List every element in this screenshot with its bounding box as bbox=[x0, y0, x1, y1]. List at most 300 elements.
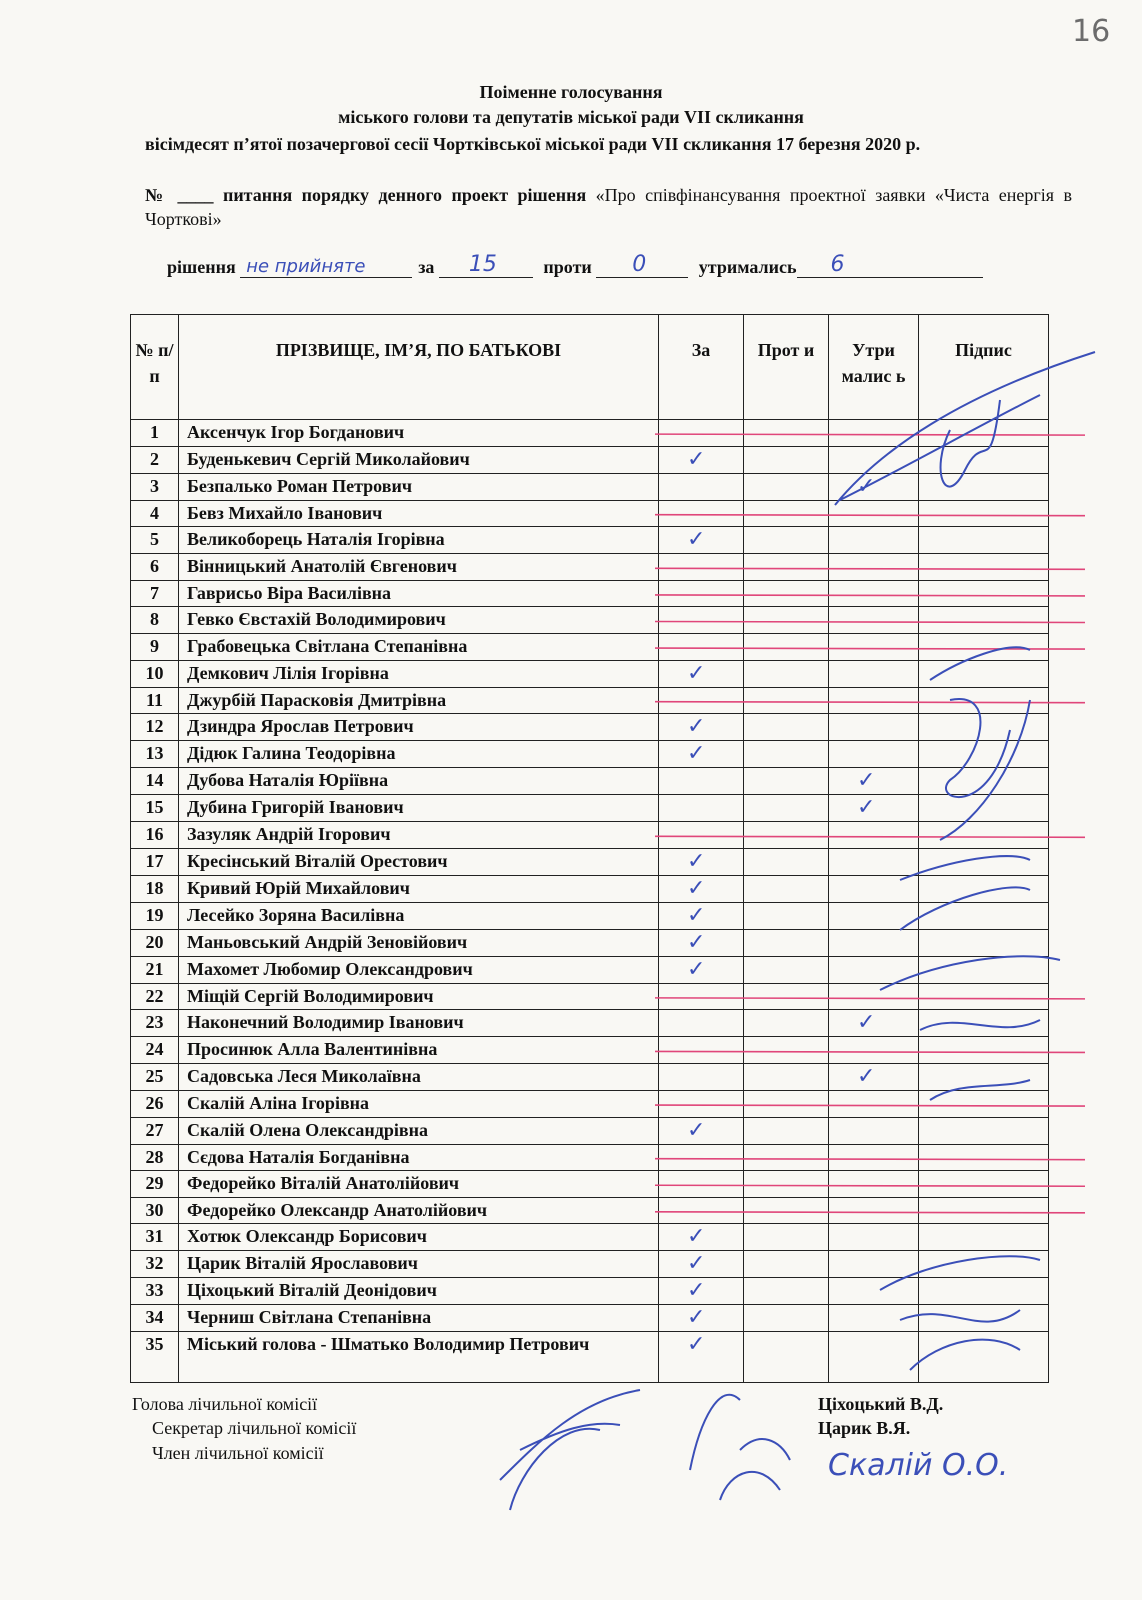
check-mark-icon: ✓ bbox=[687, 1305, 706, 1331]
secretary-label: Секретар лічильної комісії bbox=[152, 1418, 357, 1438]
row-vote-for bbox=[659, 473, 744, 500]
row-vote-for bbox=[659, 822, 744, 849]
check-mark-icon: ✓ bbox=[687, 848, 706, 874]
row-vote-against bbox=[744, 1332, 829, 1383]
table-row bbox=[131, 929, 1049, 956]
check-mark-icon: ✓ bbox=[687, 1251, 706, 1277]
row-number: 5 bbox=[131, 527, 179, 554]
against-field bbox=[596, 252, 688, 278]
row-vote-for bbox=[659, 607, 744, 634]
table-row bbox=[131, 687, 1049, 714]
check-mark-icon: ✓ bbox=[687, 956, 706, 982]
row-name: Джурбій Парасковія Дмитрівна bbox=[179, 687, 659, 714]
row-number: 9 bbox=[131, 633, 179, 660]
check-mark-icon: ✓ bbox=[687, 741, 706, 767]
row-vote-for bbox=[659, 420, 744, 447]
row-number: 35 bbox=[131, 1332, 179, 1383]
for-value: 15 bbox=[468, 252, 497, 277]
row-vote-for bbox=[659, 929, 744, 956]
row-name: Дзиндра Ярослав Петрович bbox=[179, 714, 659, 741]
row-name: Просинюк Алла Валентинівна bbox=[179, 1037, 659, 1064]
check-mark-icon: ✓ bbox=[687, 902, 706, 928]
row-signature bbox=[919, 607, 1049, 634]
row-name: Царик Віталій Ярославович bbox=[179, 1251, 659, 1278]
row-number: 20 bbox=[131, 929, 179, 956]
row-name: Гаврисьо Віра Василівна bbox=[179, 580, 659, 607]
row-name: Дубова Наталія Юріївна bbox=[179, 768, 659, 795]
row-number: 32 bbox=[131, 1251, 179, 1278]
col-signature-header: Підпис bbox=[919, 315, 1049, 420]
row-vote-against bbox=[744, 554, 829, 581]
row-vote-abstained bbox=[829, 633, 919, 660]
row-number: 23 bbox=[131, 1010, 179, 1037]
row-vote-for bbox=[659, 1037, 744, 1064]
row-number: 18 bbox=[131, 875, 179, 902]
table-row bbox=[131, 446, 1049, 473]
check-mark-icon: ✓ bbox=[687, 1278, 706, 1304]
check-mark-icon: ✓ bbox=[857, 795, 876, 821]
row-vote-against bbox=[744, 580, 829, 607]
row-signature bbox=[919, 741, 1049, 768]
row-number: 4 bbox=[131, 500, 179, 527]
page-number: 16 bbox=[1072, 14, 1111, 49]
row-vote-for bbox=[659, 741, 744, 768]
row-signature bbox=[919, 633, 1049, 660]
row-vote-for bbox=[659, 1171, 744, 1198]
row-signature bbox=[919, 902, 1049, 929]
row-signature bbox=[919, 929, 1049, 956]
row-number: 3 bbox=[131, 473, 179, 500]
table-row bbox=[131, 1197, 1049, 1224]
table-row bbox=[131, 420, 1049, 447]
check-mark-icon: ✓ bbox=[687, 1224, 706, 1250]
row-number: 22 bbox=[131, 983, 179, 1010]
row-name: Аксенчук Ігор Богданович bbox=[179, 420, 659, 447]
row-vote-abstained bbox=[829, 527, 919, 554]
row-signature bbox=[919, 527, 1049, 554]
row-vote-against bbox=[744, 1224, 829, 1251]
row-vote-against bbox=[744, 1251, 829, 1278]
check-mark-icon: ✓ bbox=[857, 1063, 876, 1089]
row-signature bbox=[919, 768, 1049, 795]
row-vote-for bbox=[659, 1090, 744, 1117]
row-name: Скалій Олена Олександрівна bbox=[179, 1117, 659, 1144]
row-vote-abstained bbox=[829, 1332, 919, 1383]
row-vote-against bbox=[744, 714, 829, 741]
table-row bbox=[131, 848, 1049, 875]
row-vote-for bbox=[659, 1010, 744, 1037]
row-vote-against bbox=[744, 1278, 829, 1305]
row-name: Махомет Любомир Олександрович bbox=[179, 956, 659, 983]
row-name: Скалій Аліна Ігорівна bbox=[179, 1090, 659, 1117]
row-vote-against bbox=[744, 500, 829, 527]
table-row bbox=[131, 1251, 1049, 1278]
row-vote-abstained bbox=[829, 1224, 919, 1251]
table-row bbox=[131, 633, 1049, 660]
row-name: Міщій Сергій Володимирович bbox=[179, 983, 659, 1010]
check-mark-icon: ✓ bbox=[687, 875, 706, 901]
row-vote-for bbox=[659, 714, 744, 741]
row-name: Маньовський Андрій Зеновійович bbox=[179, 929, 659, 956]
table-row bbox=[131, 875, 1049, 902]
row-vote-against bbox=[744, 1063, 829, 1090]
row-vote-for bbox=[659, 1278, 744, 1305]
table-row bbox=[131, 1332, 1049, 1383]
question-prefix: № ____ питання порядку денного проект рішення bbox=[145, 185, 587, 205]
footer-signature-secretary bbox=[690, 1395, 790, 1500]
row-vote-against bbox=[744, 1171, 829, 1198]
row-name: Гевко Євстахій Володимирович bbox=[179, 607, 659, 634]
vote-table bbox=[130, 314, 1049, 1383]
row-vote-abstained bbox=[829, 554, 919, 581]
row-vote-for bbox=[659, 1117, 744, 1144]
row-vote-for bbox=[659, 875, 744, 902]
row-vote-for bbox=[659, 660, 744, 687]
row-signature bbox=[919, 500, 1049, 527]
row-signature bbox=[919, 1278, 1049, 1305]
table-row bbox=[131, 822, 1049, 849]
row-vote-abstained bbox=[829, 473, 919, 500]
row-number: 14 bbox=[131, 768, 179, 795]
row-vote-against bbox=[744, 929, 829, 956]
table-row bbox=[131, 1117, 1049, 1144]
row-vote-abstained bbox=[829, 741, 919, 768]
check-mark-icon: ✓ bbox=[857, 473, 876, 499]
row-signature bbox=[919, 1305, 1049, 1332]
check-mark-icon: ✓ bbox=[687, 1117, 706, 1143]
row-name: Дідюк Галина Теодорівна bbox=[179, 741, 659, 768]
table-row bbox=[131, 795, 1049, 822]
row-vote-for bbox=[659, 1305, 744, 1332]
document-title: Поіменне голосування bbox=[479, 82, 663, 102]
row-signature bbox=[919, 1010, 1049, 1037]
row-vote-against bbox=[744, 848, 829, 875]
row-number: 6 bbox=[131, 554, 179, 581]
row-name: Дубина Григорій Іванович bbox=[179, 795, 659, 822]
row-vote-abstained bbox=[829, 848, 919, 875]
row-name: Бевз Михайло Іванович bbox=[179, 500, 659, 527]
row-signature bbox=[919, 1251, 1049, 1278]
chair-label: Голова лічильної комісії bbox=[132, 1394, 318, 1414]
row-number: 19 bbox=[131, 902, 179, 929]
row-vote-for bbox=[659, 687, 744, 714]
table-row bbox=[131, 956, 1049, 983]
row-signature bbox=[919, 473, 1049, 500]
row-vote-for bbox=[659, 1197, 744, 1224]
row-name: Кресінський Віталій Орестович bbox=[179, 848, 659, 875]
decision-summary bbox=[167, 252, 1057, 278]
row-vote-against bbox=[744, 1037, 829, 1064]
row-number: 13 bbox=[131, 741, 179, 768]
row-signature bbox=[919, 580, 1049, 607]
row-name: Кривий Юрій Михайлович bbox=[179, 875, 659, 902]
question-text: «Про співфінансування проектної заявки «Чиста енергія в Чорткові» bbox=[145, 185, 1072, 229]
row-vote-against bbox=[744, 527, 829, 554]
check-mark-icon: ✓ bbox=[687, 446, 706, 472]
row-vote-against bbox=[744, 902, 829, 929]
row-vote-against bbox=[744, 983, 829, 1010]
check-mark-icon: ✓ bbox=[687, 714, 706, 740]
decision-label: рішення bbox=[167, 257, 236, 277]
abstained-field bbox=[797, 252, 983, 278]
row-name: Безпалько Роман Петрович bbox=[179, 473, 659, 500]
row-name: Федорейко Олександр Анатолійович bbox=[179, 1197, 659, 1224]
row-vote-against bbox=[744, 1197, 829, 1224]
row-vote-abstained bbox=[829, 420, 919, 447]
row-name: Черниш Світлана Степанівна bbox=[179, 1305, 659, 1332]
row-name: Буденькевич Сергій Миколайович bbox=[179, 446, 659, 473]
row-signature bbox=[919, 1332, 1049, 1383]
row-vote-against bbox=[744, 1305, 829, 1332]
row-vote-against bbox=[744, 420, 829, 447]
row-number: 12 bbox=[131, 714, 179, 741]
row-vote-abstained bbox=[829, 956, 919, 983]
vote-table-body bbox=[131, 420, 1049, 1383]
row-vote-for bbox=[659, 633, 744, 660]
table-row bbox=[131, 741, 1049, 768]
row-name: Грабовецька Світлана Степанівна bbox=[179, 633, 659, 660]
row-vote-abstained bbox=[829, 983, 919, 1010]
row-number: 29 bbox=[131, 1171, 179, 1198]
against-value: 0 bbox=[632, 252, 647, 277]
col-abstained-header: Утри малис ь bbox=[829, 315, 919, 420]
row-vote-for bbox=[659, 500, 744, 527]
abstained-label: утримались bbox=[698, 257, 797, 277]
row-vote-abstained bbox=[829, 1305, 919, 1332]
table-row bbox=[131, 527, 1049, 554]
row-number: 33 bbox=[131, 1278, 179, 1305]
row-signature bbox=[919, 554, 1049, 581]
row-vote-abstained bbox=[829, 714, 919, 741]
row-vote-abstained bbox=[829, 929, 919, 956]
session-line: вісімдесят п’ятої позачергової сесії Чортківської міської ради VII скликання 17 березня 2020 р. bbox=[145, 134, 921, 154]
table-row bbox=[131, 714, 1049, 741]
document-subtitle: міського голови та депутатів міської ради VII скликання bbox=[338, 107, 804, 127]
row-number: 21 bbox=[131, 956, 179, 983]
table-row bbox=[131, 1010, 1049, 1037]
table-row bbox=[131, 1171, 1049, 1198]
row-number: 1 bbox=[131, 420, 179, 447]
row-vote-for bbox=[659, 1063, 744, 1090]
vote-table-header bbox=[131, 315, 1049, 420]
row-number: 7 bbox=[131, 580, 179, 607]
table-row bbox=[131, 554, 1049, 581]
row-signature bbox=[919, 848, 1049, 875]
row-vote-abstained bbox=[829, 1090, 919, 1117]
row-vote-for bbox=[659, 1224, 744, 1251]
row-number: 8 bbox=[131, 607, 179, 634]
table-row bbox=[131, 1224, 1049, 1251]
col-for-header: За bbox=[659, 315, 744, 420]
abstained-value: 6 bbox=[830, 252, 845, 277]
chair-name: Ціхоцький В.Д. bbox=[818, 1394, 944, 1414]
row-name: Вінницький Анатолій Євгенович bbox=[179, 554, 659, 581]
check-mark-icon: ✓ bbox=[857, 768, 876, 794]
footer-signature-chair bbox=[500, 1390, 640, 1510]
row-vote-abstained bbox=[829, 1063, 919, 1090]
check-mark-icon: ✓ bbox=[687, 1332, 706, 1358]
row-vote-abstained bbox=[829, 1171, 919, 1198]
row-signature bbox=[919, 687, 1049, 714]
row-signature bbox=[919, 660, 1049, 687]
table-row bbox=[131, 902, 1049, 929]
row-number: 28 bbox=[131, 1144, 179, 1171]
row-number: 16 bbox=[131, 822, 179, 849]
row-signature bbox=[919, 1090, 1049, 1117]
row-vote-for bbox=[659, 902, 744, 929]
row-signature bbox=[919, 822, 1049, 849]
row-name: Демкович Лілія Ігорівна bbox=[179, 660, 659, 687]
row-vote-for bbox=[659, 446, 744, 473]
row-signature bbox=[919, 795, 1049, 822]
row-number: 27 bbox=[131, 1117, 179, 1144]
table-row bbox=[131, 500, 1049, 527]
row-signature bbox=[919, 714, 1049, 741]
row-vote-abstained bbox=[829, 1251, 919, 1278]
row-vote-for bbox=[659, 768, 744, 795]
check-mark-icon: ✓ bbox=[857, 1010, 876, 1036]
row-vote-for bbox=[659, 1144, 744, 1171]
row-vote-abstained bbox=[829, 1117, 919, 1144]
row-vote-against bbox=[744, 607, 829, 634]
row-vote-abstained bbox=[829, 1037, 919, 1064]
row-vote-abstained bbox=[829, 875, 919, 902]
row-vote-abstained bbox=[829, 660, 919, 687]
row-vote-against bbox=[744, 1010, 829, 1037]
table-row bbox=[131, 473, 1049, 500]
decision-value: не прийняте bbox=[246, 256, 366, 277]
row-vote-against bbox=[744, 875, 829, 902]
row-number: 25 bbox=[131, 1063, 179, 1090]
row-signature bbox=[919, 1117, 1049, 1144]
table-row bbox=[131, 1063, 1049, 1090]
row-signature bbox=[919, 420, 1049, 447]
row-vote-for bbox=[659, 554, 744, 581]
row-signature bbox=[919, 1171, 1049, 1198]
table-row bbox=[131, 983, 1049, 1010]
row-number: 30 bbox=[131, 1197, 179, 1224]
row-vote-abstained bbox=[829, 1144, 919, 1171]
row-vote-abstained bbox=[829, 1278, 919, 1305]
row-signature bbox=[919, 1037, 1049, 1064]
secretary-name: Царик В.Я. bbox=[818, 1418, 911, 1438]
row-vote-against bbox=[744, 660, 829, 687]
row-vote-against bbox=[744, 822, 829, 849]
row-number: 11 bbox=[131, 687, 179, 714]
agenda-question bbox=[145, 183, 1072, 231]
row-vote-abstained bbox=[829, 822, 919, 849]
row-signature bbox=[919, 1144, 1049, 1171]
row-name: Федорейко Віталій Анатолійович bbox=[179, 1171, 659, 1198]
row-vote-abstained bbox=[829, 446, 919, 473]
check-mark-icon: ✓ bbox=[687, 660, 706, 686]
row-vote-for bbox=[659, 580, 744, 607]
row-name: Наконечний Володимир Іванович bbox=[179, 1010, 659, 1037]
row-vote-for bbox=[659, 983, 744, 1010]
row-vote-abstained bbox=[829, 795, 919, 822]
row-signature bbox=[919, 875, 1049, 902]
table-row bbox=[131, 1278, 1049, 1305]
table-row bbox=[131, 607, 1049, 634]
row-vote-abstained bbox=[829, 580, 919, 607]
row-vote-against bbox=[744, 633, 829, 660]
row-name: Міський голова - Шматько Володимир Петрович bbox=[179, 1332, 659, 1383]
row-name: Великоборець Наталія Ігорівна bbox=[179, 527, 659, 554]
row-number: 10 bbox=[131, 660, 179, 687]
row-vote-for bbox=[659, 1332, 744, 1383]
row-signature bbox=[919, 1224, 1049, 1251]
row-vote-abstained bbox=[829, 1010, 919, 1037]
row-number: 15 bbox=[131, 795, 179, 822]
decision-field bbox=[240, 257, 412, 278]
table-row bbox=[131, 1090, 1049, 1117]
member-label: Член лічильної комісії bbox=[152, 1443, 324, 1463]
row-vote-against bbox=[744, 687, 829, 714]
row-name: Зазуляк Андрій Ігорович bbox=[179, 822, 659, 849]
row-signature bbox=[919, 446, 1049, 473]
row-vote-for bbox=[659, 956, 744, 983]
row-vote-against bbox=[744, 1144, 829, 1171]
for-label: за bbox=[418, 257, 435, 277]
row-signature bbox=[919, 1197, 1049, 1224]
row-signature bbox=[919, 1063, 1049, 1090]
table-row bbox=[131, 1305, 1049, 1332]
row-name: Хотюк Олександр Борисович bbox=[179, 1224, 659, 1251]
row-number: 26 bbox=[131, 1090, 179, 1117]
member-signature: Скалій О.О. bbox=[828, 1448, 1009, 1483]
table-row bbox=[131, 1144, 1049, 1171]
row-vote-against bbox=[744, 741, 829, 768]
col-number-header: № п/п bbox=[131, 315, 179, 420]
row-vote-abstained bbox=[829, 607, 919, 634]
table-row bbox=[131, 1037, 1049, 1064]
row-name: Сєдова Наталія Богданівна bbox=[179, 1144, 659, 1171]
for-field bbox=[439, 252, 533, 278]
row-vote-abstained bbox=[829, 1197, 919, 1224]
row-name: Садовська Леся Миколаївна bbox=[179, 1063, 659, 1090]
row-name: Лесейко Зоряна Василівна bbox=[179, 902, 659, 929]
check-mark-icon: ✓ bbox=[687, 527, 706, 553]
row-vote-for bbox=[659, 527, 744, 554]
row-vote-against bbox=[744, 446, 829, 473]
row-signature bbox=[919, 956, 1049, 983]
row-vote-against bbox=[744, 1090, 829, 1117]
against-label: проти bbox=[543, 257, 592, 277]
row-vote-against bbox=[744, 473, 829, 500]
row-vote-against bbox=[744, 1117, 829, 1144]
row-vote-against bbox=[744, 956, 829, 983]
row-vote-for bbox=[659, 795, 744, 822]
row-number: 34 bbox=[131, 1305, 179, 1332]
row-vote-against bbox=[744, 795, 829, 822]
row-number: 17 bbox=[131, 848, 179, 875]
row-vote-for bbox=[659, 1251, 744, 1278]
row-vote-abstained bbox=[829, 500, 919, 527]
col-against-header: Прот и bbox=[744, 315, 829, 420]
table-row bbox=[131, 580, 1049, 607]
col-name-header: ПРІЗВИЩЕ, ІМ’Я, ПО БАТЬКОВІ bbox=[179, 315, 659, 420]
row-signature bbox=[919, 983, 1049, 1010]
row-vote-abstained bbox=[829, 902, 919, 929]
row-number: 2 bbox=[131, 446, 179, 473]
row-vote-against bbox=[744, 768, 829, 795]
table-row bbox=[131, 768, 1049, 795]
check-mark-icon: ✓ bbox=[687, 929, 706, 955]
row-vote-for bbox=[659, 848, 744, 875]
row-number: 31 bbox=[131, 1224, 179, 1251]
row-vote-abstained bbox=[829, 687, 919, 714]
row-number: 24 bbox=[131, 1037, 179, 1064]
